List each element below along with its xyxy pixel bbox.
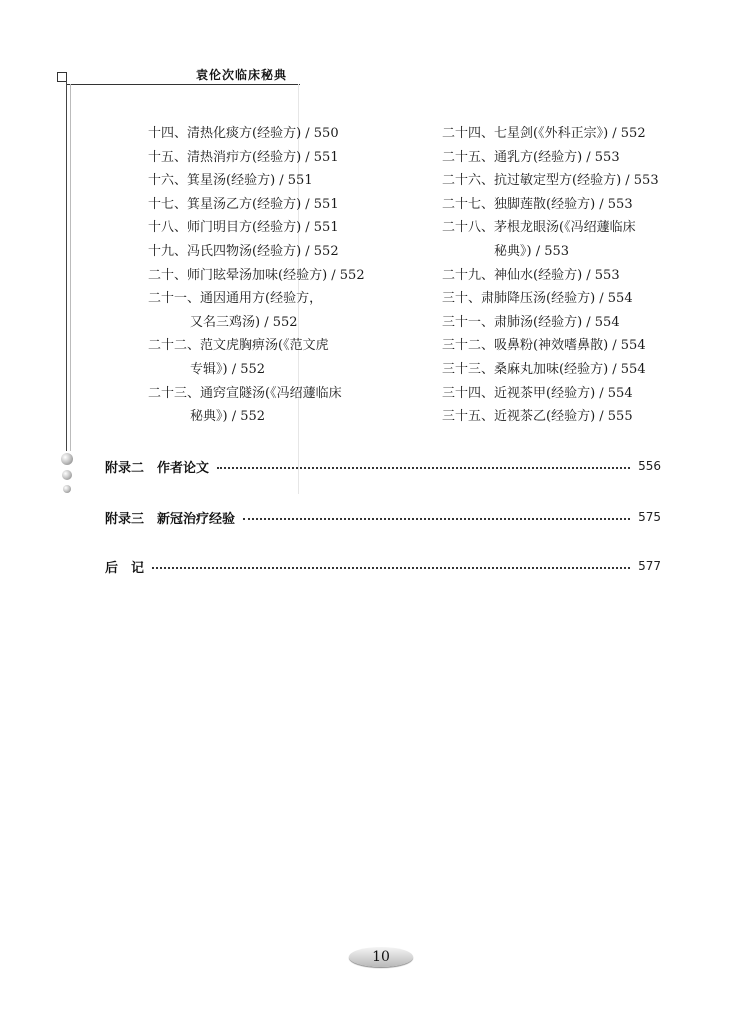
toc-right-column [442, 122, 682, 429]
dot-leader [152, 567, 630, 569]
toc-entry[interactable]: 二十九、神仙水(经验方) / 553 [442, 267, 620, 283]
decorative-dot-icon [61, 453, 73, 465]
margin-rule-inner [70, 84, 71, 451]
toc-entry[interactable]: 三十五、近视茶乙(经验方) / 555 [442, 409, 633, 425]
toc-entry[interactable]: 三十一、肃肺汤(经验方) / 554 [442, 314, 620, 330]
toc-entry[interactable]: 二十、师门眩晕汤加味(经验方) / 552 [148, 267, 365, 283]
toc-entry[interactable]: 十四、清热化痰方(经验方) / 550 [148, 126, 339, 141]
header-rule [66, 84, 300, 85]
toc-entry[interactable]: 十六、箕星汤(经验方) / 551 [148, 173, 313, 189]
toc-entry[interactable]: 二十六、抗过敏定型方(经验方) / 553 [442, 173, 659, 189]
appendix-page: 577 [638, 559, 661, 573]
appendix-entry[interactable] [105, 506, 661, 528]
toc-entry[interactable]: 三十三、桑麻丸加味(经验方) / 554 [442, 361, 646, 377]
toc-entry[interactable]: 二十二、范文虎胸痹汤(《范文虎 [148, 338, 329, 354]
appendix-label: 附录三 新冠治疗经验 [105, 511, 236, 527]
appendix-entry[interactable] [105, 455, 661, 477]
toc-entry[interactable]: 二十三、通窍宣隧汤(《冯绍蘧临床 [148, 385, 342, 401]
toc-entry-continuation[interactable]: 专辑》) / 552 [190, 361, 266, 377]
toc-entry[interactable]: 三十二、吸鼻粉(神效嗜鼻散) / 554 [442, 338, 646, 354]
book-title: 袁伦次临床秘典 [196, 68, 288, 82]
toc-entry-continuation[interactable]: 又名三鸡汤) / 552 [190, 314, 298, 330]
toc-left-column [148, 122, 388, 429]
toc-entry[interactable]: 二十七、独脚莲散(经验方) / 553 [442, 196, 633, 212]
appendix-label: 附录二 作者论文 [105, 460, 210, 476]
toc-entry[interactable]: 十七、箕星汤乙方(经验方) / 551 [148, 196, 339, 212]
decorative-dot-icon [63, 485, 71, 493]
appendix-entry[interactable] [105, 555, 661, 577]
toc-entry-continuation[interactable]: 秘典》) / 553 [494, 243, 570, 259]
toc-entry-continuation[interactable]: 秘典》) / 552 [190, 409, 266, 425]
toc-entry[interactable]: 二十一、通因通用方(经验方， [148, 291, 323, 307]
toc-entry[interactable]: 十九、冯氏四物汤(经验方) / 552 [148, 243, 339, 259]
appendix-label: 后 记 [105, 560, 145, 576]
decorative-dot-icon [62, 470, 72, 480]
appendix-page: 575 [638, 510, 661, 524]
toc-entry[interactable]: 三十、肃肺降压汤(经验方) / 554 [442, 291, 633, 307]
toc-entry[interactable]: 二十八、茅根龙眼汤(《冯绍蘧临床 [442, 220, 636, 236]
toc-entry[interactable]: 三十四、近视茶甲(经验方) / 554 [442, 385, 633, 401]
appendix-page: 556 [638, 459, 661, 473]
toc-entry[interactable]: 二十五、通乳方(经验方) / 553 [442, 149, 620, 165]
page-number: 10 [349, 947, 413, 967]
dot-leader [243, 518, 630, 520]
toc-entry[interactable]: 十八、师门明目方(经验方) / 551 [148, 220, 339, 236]
dot-leader [217, 467, 630, 469]
toc-entry[interactable]: 二十四、七星剑(《外科正宗》) / 552 [442, 126, 646, 141]
toc-entry[interactable]: 十五、清热消疖方(经验方) / 551 [148, 149, 339, 165]
margin-rule [66, 81, 67, 451]
